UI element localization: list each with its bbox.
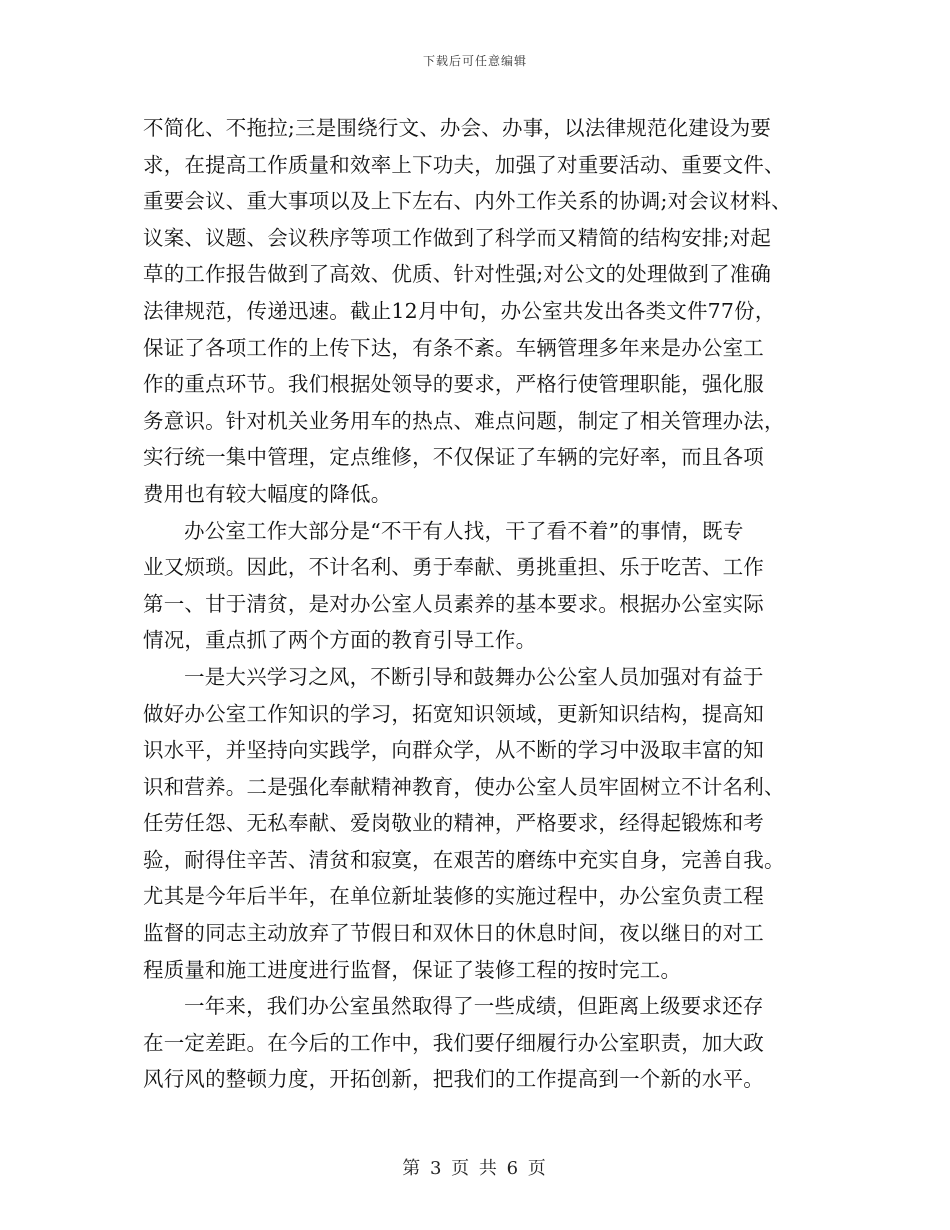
page-footer: 第 3 页 共 6 页 xyxy=(402,1158,548,1179)
text-line: 程质量和施工进度进行监督，保证了装修工程的按时完工。 xyxy=(143,957,682,982)
paragraph xyxy=(143,988,823,1098)
text-line: 草的工作报告做到了高效、优质、针对性强;对公文的处理做到了准确 xyxy=(143,262,772,287)
text-line: 识和营养。二是强化奉献精神教育，使办公室人员牢固树立不计名利、 xyxy=(143,774,785,799)
text-line: 议案、议题、会议秩序等项工作做到了科学而又精简的结构安排;对起 xyxy=(143,225,772,250)
paragraph xyxy=(143,659,823,988)
document-body xyxy=(143,110,823,1098)
text-line: 办公室工作大部分是“不干有人找，干了看不着”的事情，既专 xyxy=(184,518,744,543)
paragraph xyxy=(143,513,823,659)
text-line: 一年来，我们办公室虽然取得了一些成绩，但距离上级要求还存 xyxy=(184,994,764,1019)
text-line: 保证了各项工作的上传下达，有条不紊。车辆管理多年来是办公室工 xyxy=(143,335,764,360)
text-line: 一是大兴学习之风，不断引导和鼓舞办公公室人员加强对有益于 xyxy=(184,664,764,689)
paragraph xyxy=(143,110,823,513)
text-line: 监督的同志主动放弃了节假日和双休日的休息时间，夜以继日的对工 xyxy=(143,921,764,946)
text-line: 任劳任怨、无私奉献、爱岗敬业的精神，严格要求，经得起锻炼和考 xyxy=(143,811,764,836)
text-line: 重要会议、重大事项以及上下左右、内外工作关系的协调;对会议材料、 xyxy=(143,189,792,214)
text-line: 第一、甘于清贫，是对办公室人员素养的基本要求。根据办公室实际 xyxy=(143,591,764,616)
text-line: 业又烦琐。因此，不计名利、勇于奉献、勇挑重担、乐于吃苦、工作 xyxy=(143,555,764,580)
text-line: 法律规范，传递迅速。截止12月中旬，办公室共发出各类文件77份， xyxy=(143,298,776,323)
text-line: 不简化、不拖拉;三是围绕行文、办会、办事，以法律规范化建设为要 xyxy=(143,116,772,140)
text-line: 情况，重点抓了两个方面的教育引导工作。 xyxy=(143,628,537,653)
text-line: 验，耐得住辛苦、清贫和寂寞，在艰苦的磨练中充实自身，完善自我。 xyxy=(143,847,785,872)
text-line: 实行统一集中管理，定点维修，不仅保证了车辆的完好率，而且各项 xyxy=(143,445,764,470)
text-line: 在一定差距。在今后的工作中，我们要仔细履行办公室职责，加大政 xyxy=(143,1030,764,1055)
text-line: 作的重点环节。我们根据处领导的要求，严格行使管理职能，强化服 xyxy=(143,372,764,397)
text-line: 风行风的整顿力度，开拓创新，把我们的工作提高到一个新的水平。 xyxy=(143,1067,764,1092)
text-line: 做好办公室工作知识的学习，拓宽知识领域，更新知识结构，提高知 xyxy=(143,701,764,726)
text-line: 费用也有较大幅度的降低。 xyxy=(143,481,392,506)
text-line: 识水平，并坚持向实践学，向群众学，从不断的学习中汲取丰富的知 xyxy=(143,738,764,763)
text-line: 务意识。针对机关业务用车的热点、难点问题，制定了相关管理办法， xyxy=(143,408,785,433)
text-line: 尤其是今年后半年，在单位新址装修的实施过程中，办公室负责工程 xyxy=(143,884,764,909)
text-line: 求，在提高工作质量和效率上下功夫，加强了对重要活动、重要文件、 xyxy=(143,152,785,177)
page-header: 下载后可任意编辑 xyxy=(422,54,527,68)
